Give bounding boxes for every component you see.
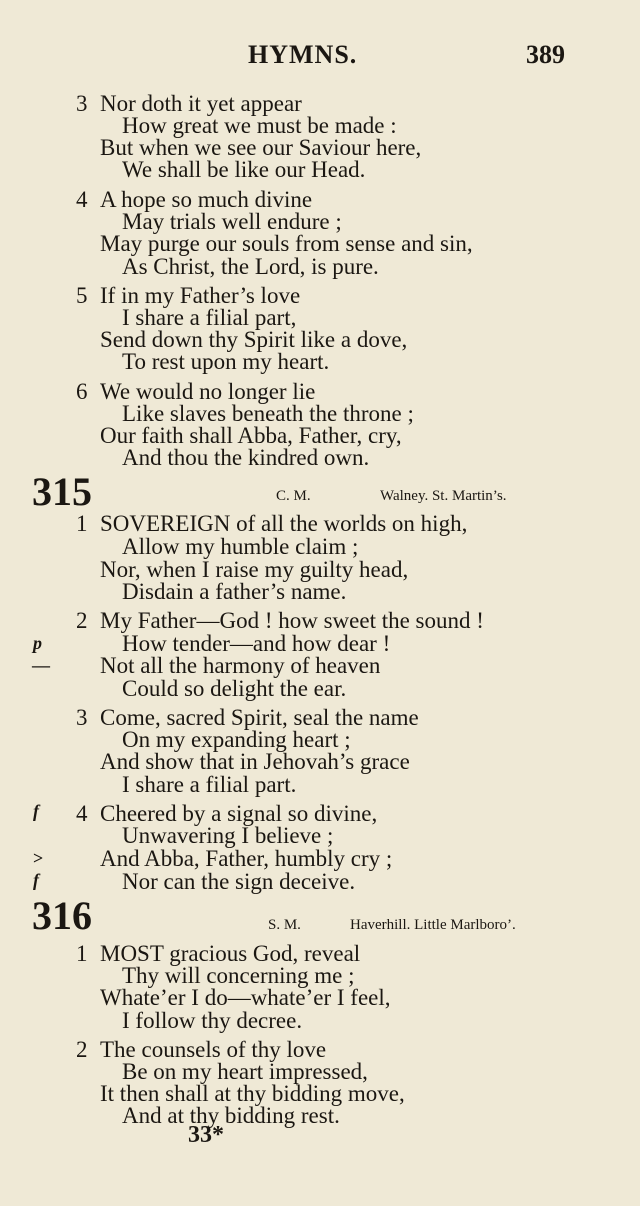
page-number: 389 [526,40,565,69]
verse-line: But when we see our Saviour here, [100,135,422,160]
dynamic-mark: f [33,870,39,890]
verse-line: On my expanding heart ; [122,727,351,752]
dynamic-mark: — [32,655,50,675]
signature-mark: 33* [188,1122,224,1148]
verse-number: 6 [76,379,88,404]
verse-line: Whate’er I do—whate’er I feel, [100,985,391,1010]
verse-line: It then shall at thy bidding move, [100,1081,405,1106]
verse-line: Unwavering I believe ; [122,823,334,848]
verse-line: We would no longer lie [100,379,316,404]
verse-line: Our faith shall Abba, Father, cry, [100,423,402,448]
verse-number: 4 [76,801,88,826]
verse-number: 5 [76,283,88,308]
verse-number: 2 [76,608,88,633]
verse-line: Thy will concerning me ; [122,963,355,988]
verse-line: Be on my heart impressed, [122,1059,368,1084]
hymn-number: 316 [32,893,92,938]
verse-line: Disdain a father’s name. [122,579,347,604]
verse-number: 2 [76,1037,88,1062]
verse-line: I share a filial part. [122,772,297,797]
verse-line: Not all the harmony of heaven [100,653,381,678]
verse-line: And Abba, Father, humbly cry ; [100,846,393,871]
hymn-tunes: Haverhill. Little Marlboro’. [350,917,516,933]
verse-line: As Christ, the Lord, is pure. [122,254,379,279]
verse-line: Send down thy Spirit like a dove, [100,327,408,352]
verse-number: 3 [76,91,88,116]
dynamic-mark: > [33,848,44,868]
hymn-number: 315 [32,469,92,514]
verse-line: May purge our souls from sense and sin, [100,231,473,256]
verse-line: Allow my humble claim ; [122,534,359,559]
running-head: HYMNS. [248,40,358,69]
verse-number: 1 [76,511,88,536]
verse-line: I follow thy decree. [122,1008,303,1033]
verse-line: Nor can the sign deceive. [122,869,356,894]
verse-line: SOVEREIGN of all the worlds on high, [100,511,468,536]
verse-line: If in my Father’s love [100,283,301,308]
hymn-meter: C. M. [276,488,311,504]
verse-number: 1 [76,941,88,966]
verse-number: 4 [76,187,88,212]
hymn-meter: S. M. [268,917,301,933]
verse-line: May trials well endure ; [122,209,342,234]
verse-line: A hope so much divine [100,187,313,212]
verse-line: My Father—God ! how sweet the sound ! [100,608,484,633]
dynamic-mark: p [33,633,42,653]
verse-number: 3 [76,705,88,730]
verse-line: How tender—and how dear ! [122,631,391,656]
verse-line: I share a filial part, [122,305,297,330]
verse-line: Cheered by a signal so divine, [100,801,378,826]
verse-line: Could so delight the ear. [122,676,347,701]
verse-line: And thou the kindred own. [122,445,370,470]
verse-line: Nor, when I raise my guilty head, [100,557,409,582]
verse-line: How great we must be made : [122,113,397,138]
verse-line: MOST gracious God, reveal [100,941,361,966]
hymn-tunes: Walney. St. Martin’s. [380,488,507,504]
dynamic-mark: f [33,801,39,821]
verse-line: Nor doth it yet appear [100,91,302,116]
verse-line: We shall be like our Head. [122,157,366,182]
verse-line: And show that in Jehovah’s grace [100,749,410,774]
verse-line: And at thy bidding rest. [122,1103,340,1128]
verse-line: To rest upon my heart. [122,349,330,374]
verse-line: Come, sacred Spirit, seal the name [100,705,419,730]
verse-line: The counsels of thy love [100,1037,327,1062]
verse-line: Like slaves beneath the throne ; [122,401,414,426]
